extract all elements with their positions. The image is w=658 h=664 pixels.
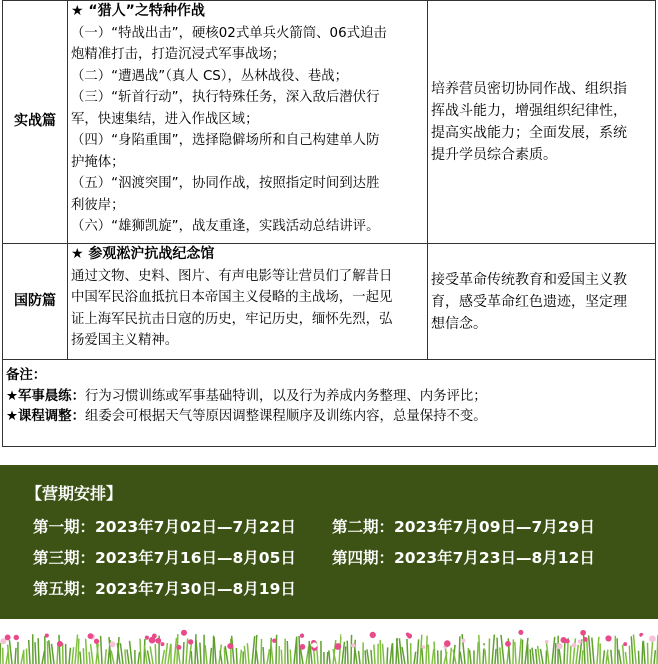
content-cell — [68, 1, 428, 244]
goal-line: 提升学员综合素质。 — [431, 147, 557, 163]
grass-decoration — [0, 628, 658, 664]
goal-line: 提高实战能力；全面发展，系统 — [431, 125, 627, 141]
schedule-period: 第二期：2023年7月09日—7月29日 — [332, 518, 595, 536]
note-label: ★军事晨练： — [6, 388, 85, 404]
note-text: 组委会可根据天气等原因调整课程顺序及训练内容，总量保持不变。 — [84, 409, 487, 424]
goal-cell — [428, 244, 656, 360]
content-line: 证上海军民抗击日寇的历史，牢记历史，缅怀先烈，弘 — [71, 311, 393, 327]
content-line: 扬爱国主义精神。 — [71, 333, 179, 348]
goal-line: 育，感受革命红色遗迹，坚定理 — [431, 293, 627, 310]
goal-cell — [428, 1, 656, 244]
category-cell: 国防篇 — [3, 244, 68, 360]
category-cell: 实战篇 — [3, 1, 68, 244]
notes-heading: 备注： — [6, 368, 47, 383]
content-line: 护掩体； — [71, 154, 125, 170]
goal-line: 接受革命传统教育和爱国主义教 — [431, 271, 627, 288]
schedule-period: 第四期：2023年7月23日—8月12日 — [332, 549, 595, 567]
content-cell — [68, 244, 428, 360]
table-row-combat — [3, 1, 656, 244]
content-line: 利彼岸； — [71, 197, 125, 213]
notes-cell — [3, 360, 656, 447]
content-line: （六）“雄狮凯旋”，战友重逢，实践活动总结讲评。 — [71, 219, 380, 234]
grass-flowers-illustration — [0, 628, 658, 664]
note-label: ★课程调整： — [6, 409, 85, 424]
schedule-period: 第一期：2023年7月02日—7月22日 — [33, 518, 296, 536]
content-line: 通过文物、史料、图片、有声电影等让营员们了解昔日 — [71, 268, 393, 284]
content-line: （一）“特战出击”，硬核02式单兵火箭筒、06式迫击 — [71, 25, 387, 41]
schedule-period: 第三期：2023年7月16日—8月05日 — [33, 549, 296, 567]
note-item — [6, 407, 652, 428]
table-row-defense — [3, 244, 656, 360]
content-line: （二）“遭遇战”（真人 CS），丛林战役、巷战； — [71, 68, 349, 84]
content-line: 中国军民浴血抵抗日本帝国主义侵略的主战场，一起见 — [71, 290, 393, 305]
content-line: （五）“泅渡突围”，协同作战，按照指定时间到达胜 — [71, 176, 380, 191]
schedule-section — [0, 465, 658, 619]
content-line: 炮精准打击，打造沉浸式军事战场； — [71, 47, 286, 62]
content-line: 军，快速集结，进入作战区域； — [71, 111, 259, 127]
note-text: 行为习惯训练或军事基础特训，以及行为养成内务整理、内务评比； — [84, 388, 487, 404]
schedule-title: 【营期安排】 — [26, 484, 123, 503]
content-line: （四）“身陷重围”，选择隐僻场所和自己构建单人防 — [71, 133, 380, 148]
goal-line: 想信念。 — [431, 315, 487, 332]
goal-line: 挥战斗能力，增强组织纪律性， — [431, 103, 627, 119]
content-line: （三）“斩首行动”，执行特殊任务，深入敌后潜伏行 — [71, 90, 380, 105]
table-row-notes — [3, 360, 656, 447]
schedule-period: 第五期：2023年7月30日—8月19日 — [33, 580, 296, 598]
goal-line: 培养营员密切协同作战、组织指 — [431, 81, 627, 97]
content-title: ★ 参观淞沪抗战纪念馆 — [71, 246, 215, 262]
content-title: ★ “猎人”之特种作战 — [71, 3, 205, 19]
course-table — [2, 0, 656, 447]
note-item — [6, 387, 652, 408]
